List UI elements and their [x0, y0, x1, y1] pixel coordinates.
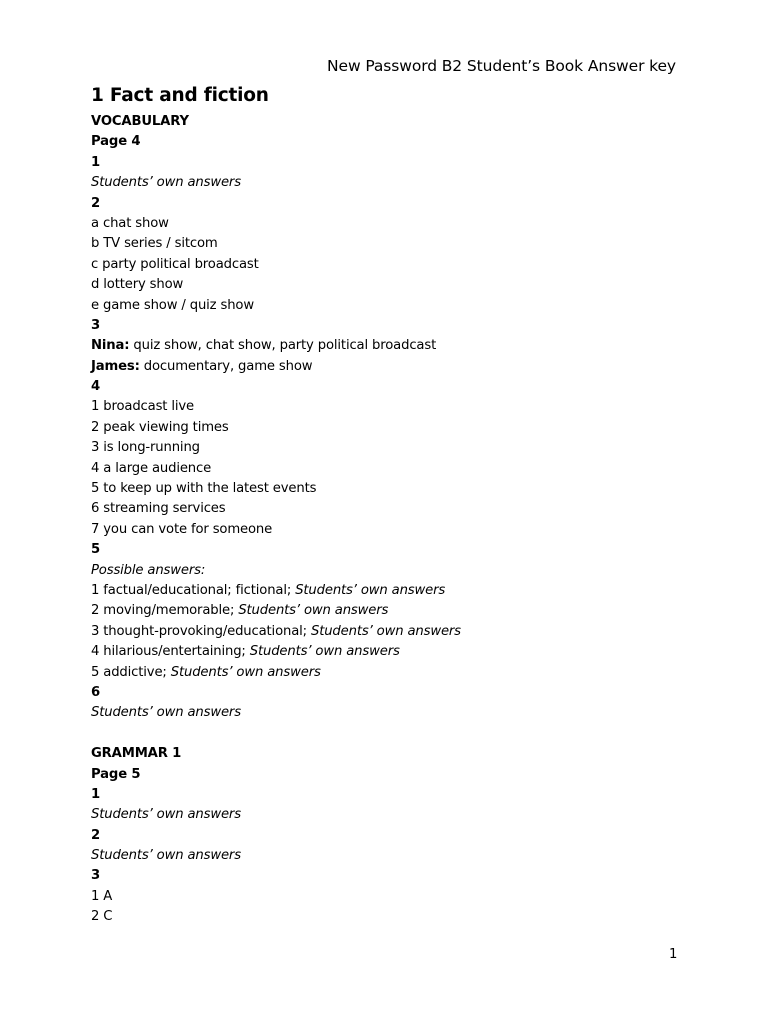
answer-line — [91, 642, 691, 662]
answer-line: 1 broadcast live — [91, 399, 195, 415]
answer-line: e game show / quiz show — [91, 297, 254, 313]
answer-line — [91, 663, 691, 683]
section-heading: 5 — [91, 542, 101, 558]
answer-note: Possible answers: — [91, 562, 206, 578]
answer-note: Students’ own answers — [310, 623, 461, 639]
answer-line: d lottery show — [91, 277, 184, 293]
answer-line — [91, 601, 691, 621]
answer-note: Students’ own answers — [238, 603, 389, 619]
answer-line: 5 to keep up with the latest events — [91, 481, 317, 497]
answer-note: Students’ own answers — [91, 175, 241, 191]
page-number: 1 — [669, 947, 678, 962]
answer-line: 6 streaming services — [91, 501, 226, 517]
answer-note: Students’ own answers — [91, 848, 241, 864]
section-heading: Page 5 — [91, 766, 141, 782]
answer-line: b TV series / sitcom — [91, 236, 218, 252]
section-heading: 6 — [91, 684, 101, 700]
spacer — [91, 724, 691, 744]
section-heading: 2 — [91, 827, 101, 843]
section-heading: 3 — [91, 868, 101, 884]
section-heading: 1 — [91, 786, 101, 802]
section-heading: VOCABULARY — [91, 114, 189, 129]
answer-line: 7 you can vote for someone — [91, 521, 273, 537]
speaker-label: James: — [91, 358, 140, 374]
answer-text: quiz show, chat show, party political broadcast — [129, 338, 437, 354]
answer-text: documentary, game show — [139, 358, 313, 374]
answer-note: Students’ own answers — [295, 582, 446, 598]
answer-note: Students’ own answers — [91, 705, 241, 721]
answer-line — [91, 581, 691, 601]
answer-line: c party political broadcast — [91, 256, 259, 272]
section-heading: GRAMMAR 1 — [91, 746, 182, 762]
answer-text: 2 moving/memorable; — [91, 603, 239, 619]
answer-text: 5 addictive; — [91, 664, 171, 680]
answer-line: 2 peak viewing times — [91, 419, 229, 435]
answer-line: 1 A — [91, 888, 113, 904]
answer-line: 2 C — [91, 909, 113, 925]
answer-text: 4 hilarious/entertaining; — [91, 644, 250, 660]
answer-text: 3 thought-provoking/educational; — [91, 623, 311, 639]
answer-line — [91, 336, 691, 356]
document-header-title: New Password B2 Student’s Book Answer key — [327, 57, 676, 75]
chapter-title: 1 Fact and fiction — [91, 85, 269, 106]
answer-note: Students’ own answers — [91, 807, 241, 823]
answer-line: a chat show — [91, 215, 169, 231]
section-heading: 4 — [91, 379, 101, 395]
speaker-label: Nina: — [91, 338, 130, 354]
answer-text: 1 factual/educational; fictional; — [91, 582, 296, 598]
answer-note: Students’ own answers — [170, 664, 321, 680]
section-heading: 1 — [91, 154, 101, 170]
answer-line: 3 is long-running — [91, 440, 200, 456]
section-heading: Page 4 — [91, 134, 141, 150]
section-heading: 3 — [91, 317, 101, 333]
answer-note: Students’ own answers — [249, 644, 400, 660]
answer-line — [91, 357, 691, 377]
answer-line: 4 a large audience — [91, 460, 212, 476]
answer-key-lines — [91, 112, 691, 928]
section-heading: 2 — [91, 195, 101, 211]
answer-line — [91, 622, 691, 642]
